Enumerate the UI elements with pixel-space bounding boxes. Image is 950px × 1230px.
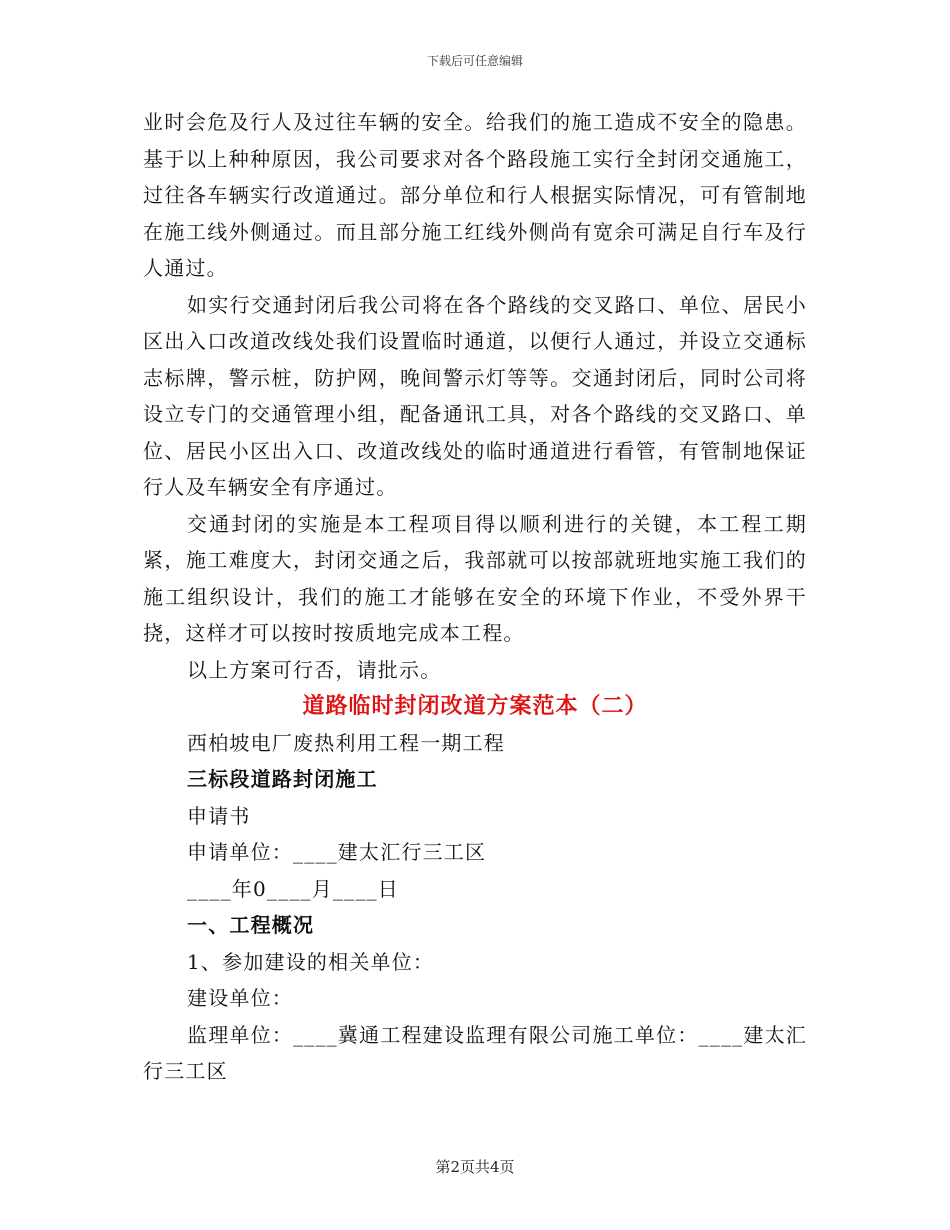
- construction-unit-line: 建设单位：: [187, 986, 293, 1010]
- paragraph-approval-request: 以上方案可行否，请批示。: [187, 657, 442, 682]
- paragraph-implementation: 交通封闭的实施是本工程项目得以顺利进行的关键，本工程工期紧，施工难度大，封闭交通之后，我部就可以按部就班地实施工我们的施工组织设计，我们的施工才能够在安全的环境下作业，不受外界干挠，这样才可以按时按质地完成本工程。: [143, 511, 807, 645]
- project-name-line: 西柏坡电厂废热利用工程一期工程: [187, 730, 505, 755]
- page-number: 第2页共4页: [435, 1158, 515, 1176]
- document-body: [143, 104, 807, 1090]
- section-title: 道路临时封闭改道方案范本（二）: [302, 693, 648, 719]
- application-label: 申请书: [187, 803, 251, 828]
- paragraph-traffic-closure: 如实行交通封闭后我公司将在各个路线的交叉路口、单位、居民小区出入口改道改线处我们设置临时通道，以便行人通过，并设立交通标志标牌，警示桩，防护网，晚间警示灯等等。交通封闭后，同时公司将设立专门的交通管理小组，配备通讯工具，对各个路线的交叉路口、单位、居民小区出入口、改道改线处的临时通道进行看管，有管制地保证行人及车辆安全有序通过。: [143, 292, 807, 499]
- paragraph-continuation: 业时会危及行人及过往车辆的安全。给我们的施工造成不安全的隐患。基于以上种种原因，我公司要求对各个路段施工实行全封闭交通施工，过往各车辆实行改道通过。部分单位和行人根据实际情况，可有管制地在施工线外侧通过。而且部分施工红线外侧尚有宽余可满足自行车及行人通过。: [143, 110, 807, 280]
- supervision-unit-paragraph: 监理单位：____冀通工程建设监理有限公司施工单位：____建太汇行三工区: [143, 1022, 807, 1083]
- participating-units-line: 1、参加建设的相关单位：: [187, 949, 435, 974]
- page-header: 下载后可任意编辑: [426, 54, 523, 68]
- heading-project-overview: 一、工程概况: [187, 913, 315, 937]
- section-subtitle: 三标段道路封闭施工: [187, 767, 378, 791]
- date-line: ____年0____月____日: [187, 876, 399, 901]
- applicant-unit-line: 申请单位：____建太汇行三工区: [187, 840, 487, 864]
